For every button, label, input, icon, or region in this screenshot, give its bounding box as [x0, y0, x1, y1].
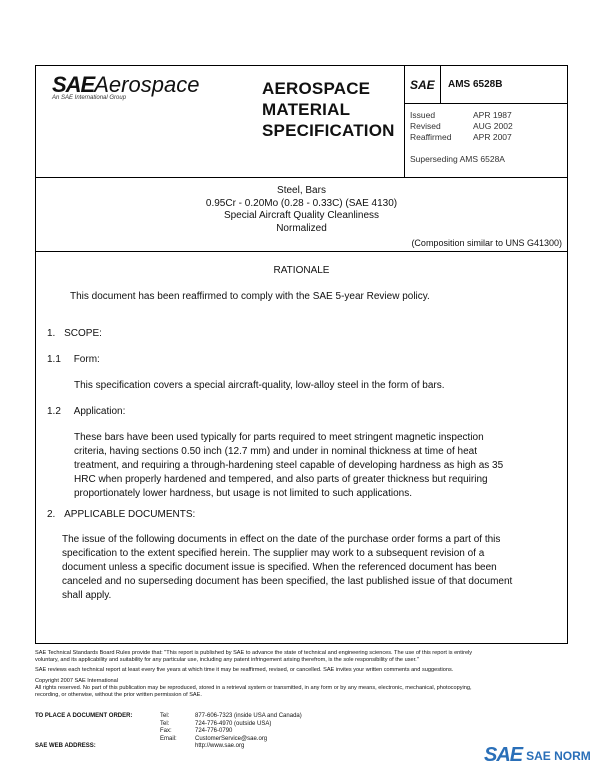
section-1-title: SCOPE:	[64, 328, 102, 339]
issued-label: Issued	[410, 110, 436, 120]
material-line-3: Special Aircraft Quality Cleanliness	[223, 210, 380, 221]
watermark-norm-text: SAE NORM	[526, 748, 591, 763]
section-2-line: document unless a specific document issue is specified. When the referenced document has been	[62, 562, 497, 573]
small-sae-logo: SAE	[410, 78, 435, 92]
footer-line: All rights reserved. No part of this publication may be reproduced, stored in a retrieval system or transmitted, in any form or by any means, electronic, mechanical, photocopying,	[35, 684, 472, 691]
section-1-2-number: 1.2	[47, 406, 61, 417]
section-2-number: 2.	[47, 509, 56, 520]
material-line-4: Normalized	[276, 222, 327, 234]
section-2-paragraph	[62, 533, 512, 603]
footer-line: SAE Technical Standards Board Rules provide that: "This report is published by SAE to advance the state of technical and engineering sciences. The use of this report is entirely	[35, 650, 473, 656]
rationale-text: This document has been reaffirmed to comply with the SAE 5-year Review policy.	[70, 291, 430, 302]
document-number: AMS 6528B	[448, 79, 503, 90]
section-1-2-line: treatment, and requiring a through-hardening steel capable of developing hardness as high as 35	[74, 460, 504, 471]
section-1-1-heading	[47, 353, 100, 367]
section-1-2-title: Application:	[73, 406, 126, 417]
logo-sae-text: SAE	[52, 72, 95, 97]
section-2-line: The issue of the following documents in effect on the date of the purchase order forms a part of this	[62, 534, 501, 545]
section-2-line: shall apply.	[62, 590, 112, 601]
reaffirmed-value: APR 2007	[473, 132, 512, 142]
section-1-2-line: criteria, having sections 0.50 inch (12.7 mm) and under in nominal thickness at time of heat	[74, 446, 477, 457]
section-1-2-line: These bars have been used typically for parts required to meet stringent magnetic inspection	[74, 432, 484, 443]
tel-label: Tel:	[160, 713, 170, 719]
email-label: Email:	[160, 735, 177, 742]
rationale-heading: RATIONALE	[273, 265, 330, 276]
issued-value: APR 1987	[473, 110, 512, 120]
fax-label: Fax:	[160, 728, 172, 734]
legal-footer	[35, 650, 568, 699]
tel2-value: 724-776-4970 (outside USA)	[195, 720, 272, 727]
logo-tagline: An SAE International Group	[52, 95, 127, 101]
header-bottom-rule	[35, 177, 568, 178]
material-title-block	[35, 185, 568, 235]
watermark-sae-logo: SAE	[484, 744, 523, 766]
section-2-line: specification to the extent specified herein. The supplier may work to a subsequent revision of a	[62, 548, 485, 559]
section-1-2-heading	[47, 405, 125, 419]
tel-value: 877-606-7323 (inside USA and Canada)	[195, 713, 302, 719]
tel2-label: Tel:	[160, 720, 170, 727]
section-2-title: APPLICABLE DOCUMENTS:	[64, 509, 196, 520]
footer-line: recording, or otherwise, without the prior written permission of SAE.	[35, 692, 202, 699]
section-1-1-text: This specification covers a special aircraft-quality, low-alloy steel in the form of bars.	[74, 380, 445, 391]
web-label: SAE WEB ADDRESS:	[35, 743, 96, 749]
header-divider	[404, 65, 405, 177]
revised-label: Revised	[410, 121, 441, 131]
issue-dates	[410, 110, 560, 165]
superseding-note: Superseding AMS 6528A	[410, 154, 505, 164]
section-1-1-number: 1.1	[47, 354, 61, 365]
order-contact-block	[35, 713, 395, 751]
section-1-2-line: proportionately lower hardness, but usage is not limited to such applications.	[74, 488, 412, 499]
footer-line: voluntary, and its applicability and suitability for any particular use, including any patent infringement arising therefrom, is the sole responsibility of the user."	[35, 657, 419, 664]
doc-number-underline	[404, 103, 568, 104]
section-2-line: canceled and no superseding document has been specified, the last published issue of that document	[62, 576, 513, 587]
title-line-3: SPECIFICATION	[262, 121, 395, 140]
composition-note: (Composition similar to UNS G41300)	[411, 238, 562, 248]
title-line-2: MATERIAL	[262, 100, 351, 119]
section-1-2-paragraph	[74, 431, 503, 501]
material-line-1: Steel, Bars	[277, 185, 326, 196]
fax-value: 724-776-0790	[195, 728, 233, 734]
title-line-1: AEROSPACE	[262, 79, 371, 98]
web-link[interactable]: http://www.sae.org	[195, 743, 245, 749]
doc-number-divider	[440, 65, 441, 103]
sae-aerospace-logo	[52, 72, 199, 101]
sae-norm-watermark	[484, 744, 591, 767]
footer-line: SAE reviews each technical report at least every five years at which time it may be reaffirmed, revised, or cancelled. SAE invites your written comments and suggestions.	[35, 667, 454, 674]
footer-line: Copyright 2007 SAE International	[35, 677, 119, 684]
section-1-heading	[47, 327, 102, 341]
email-link[interactable]: CustomerService@sae.org	[195, 735, 268, 742]
revised-value: AUG 2002	[473, 121, 513, 131]
document-type-title	[262, 78, 395, 141]
order-label: TO PLACE A DOCUMENT ORDER:	[35, 713, 133, 719]
title-bottom-rule	[35, 251, 568, 252]
section-1-number: 1.	[47, 328, 56, 339]
section-1-2-line: HRC when properly hardened and tempered, and also parts of greater thickness but requiring	[74, 474, 488, 485]
reaffirmed-label: Reaffirmed	[410, 132, 452, 142]
material-line-2: 0.95Cr - 0.20Mo (0.28 - 0.33C) (SAE 4130)	[205, 197, 398, 209]
logo-aerospace-text: Aerospace	[94, 72, 200, 97]
section-2-heading	[47, 508, 195, 522]
section-1-1-title: Form:	[73, 354, 100, 365]
